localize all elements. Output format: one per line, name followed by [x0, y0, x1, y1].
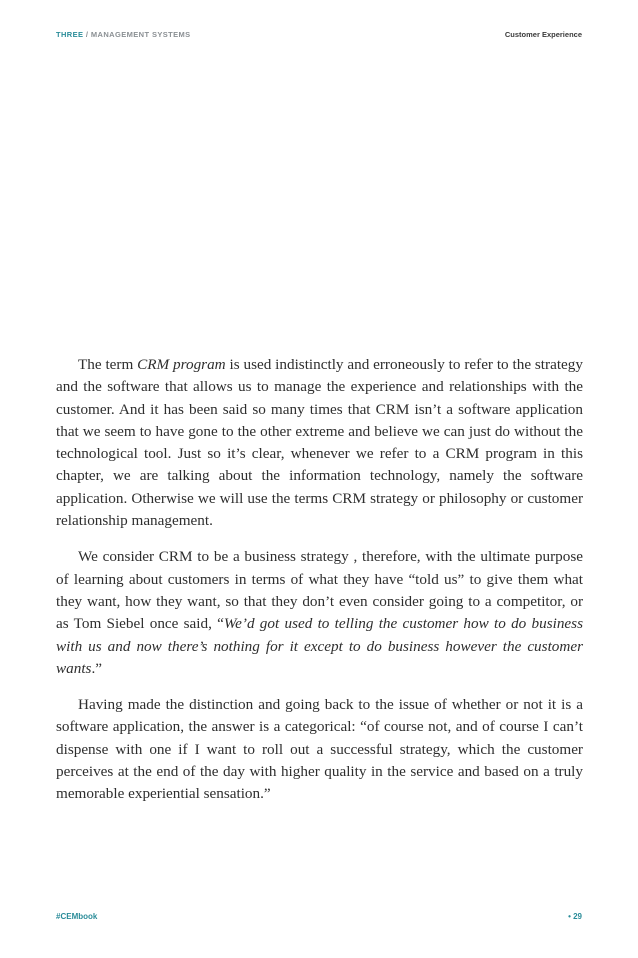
book-title: Customer Experience — [504, 30, 582, 39]
section-label — [56, 30, 191, 39]
body-text — [56, 354, 583, 820]
page-footer — [56, 912, 582, 926]
p1-text-a: The term — [78, 356, 138, 373]
p2-text-a: We consider CRM to be a business strategy , therefore, with the ultimate purpose of learning about customers in terms of what they have “told us” to give them what they want, how they want, so that they don’t even consider going to a competitor, or as Tom Siebel once said, “ — [56, 548, 583, 633]
p2-text-b: .” — [91, 659, 102, 677]
p1-text-b: is used indistinctly and erroneously to refer to the strategy and the software that allows us to manage the experience and relationships with the customer. And it has been said so many times that CRM isn’t a software application that we seem to have gone to the other extreme and believe we can just do without the technological tool. Just so it’s clear, whenever we refer to a CRM program in this chapter, we are talking about the information technology, namely the software application. Otherwise we will use the terms CRM strategy or philosophy or customer relationship management. — [56, 356, 583, 530]
page-header — [56, 30, 582, 44]
page-number: • 29 — [568, 912, 582, 921]
p2-quote: We’d got used to telling the customer how to do business with us and now there’s nothing for it except to do business however the customer wants — [56, 615, 583, 677]
hashtag: #CEMbook — [56, 912, 98, 921]
section-title: MANAGEMENT SYSTEMS — [90, 30, 191, 39]
section-number: THREE — [56, 30, 84, 39]
paragraph-3: Having made the distinction and going back to the issue of whether or not it is a software application, the answer is a categorical: “of course not, and of course I can’t dispense with one if I want to roll out a successful strategy, which the customer perceives at the end of the day with higher quality in the service and based on a truly memorable experiential sensation.” — [56, 696, 583, 803]
paragraph-2 — [56, 546, 583, 680]
paragraph-1 — [56, 354, 583, 532]
section-separator: / — [83, 30, 91, 39]
p1-emphasis: CRM program — [137, 356, 226, 373]
